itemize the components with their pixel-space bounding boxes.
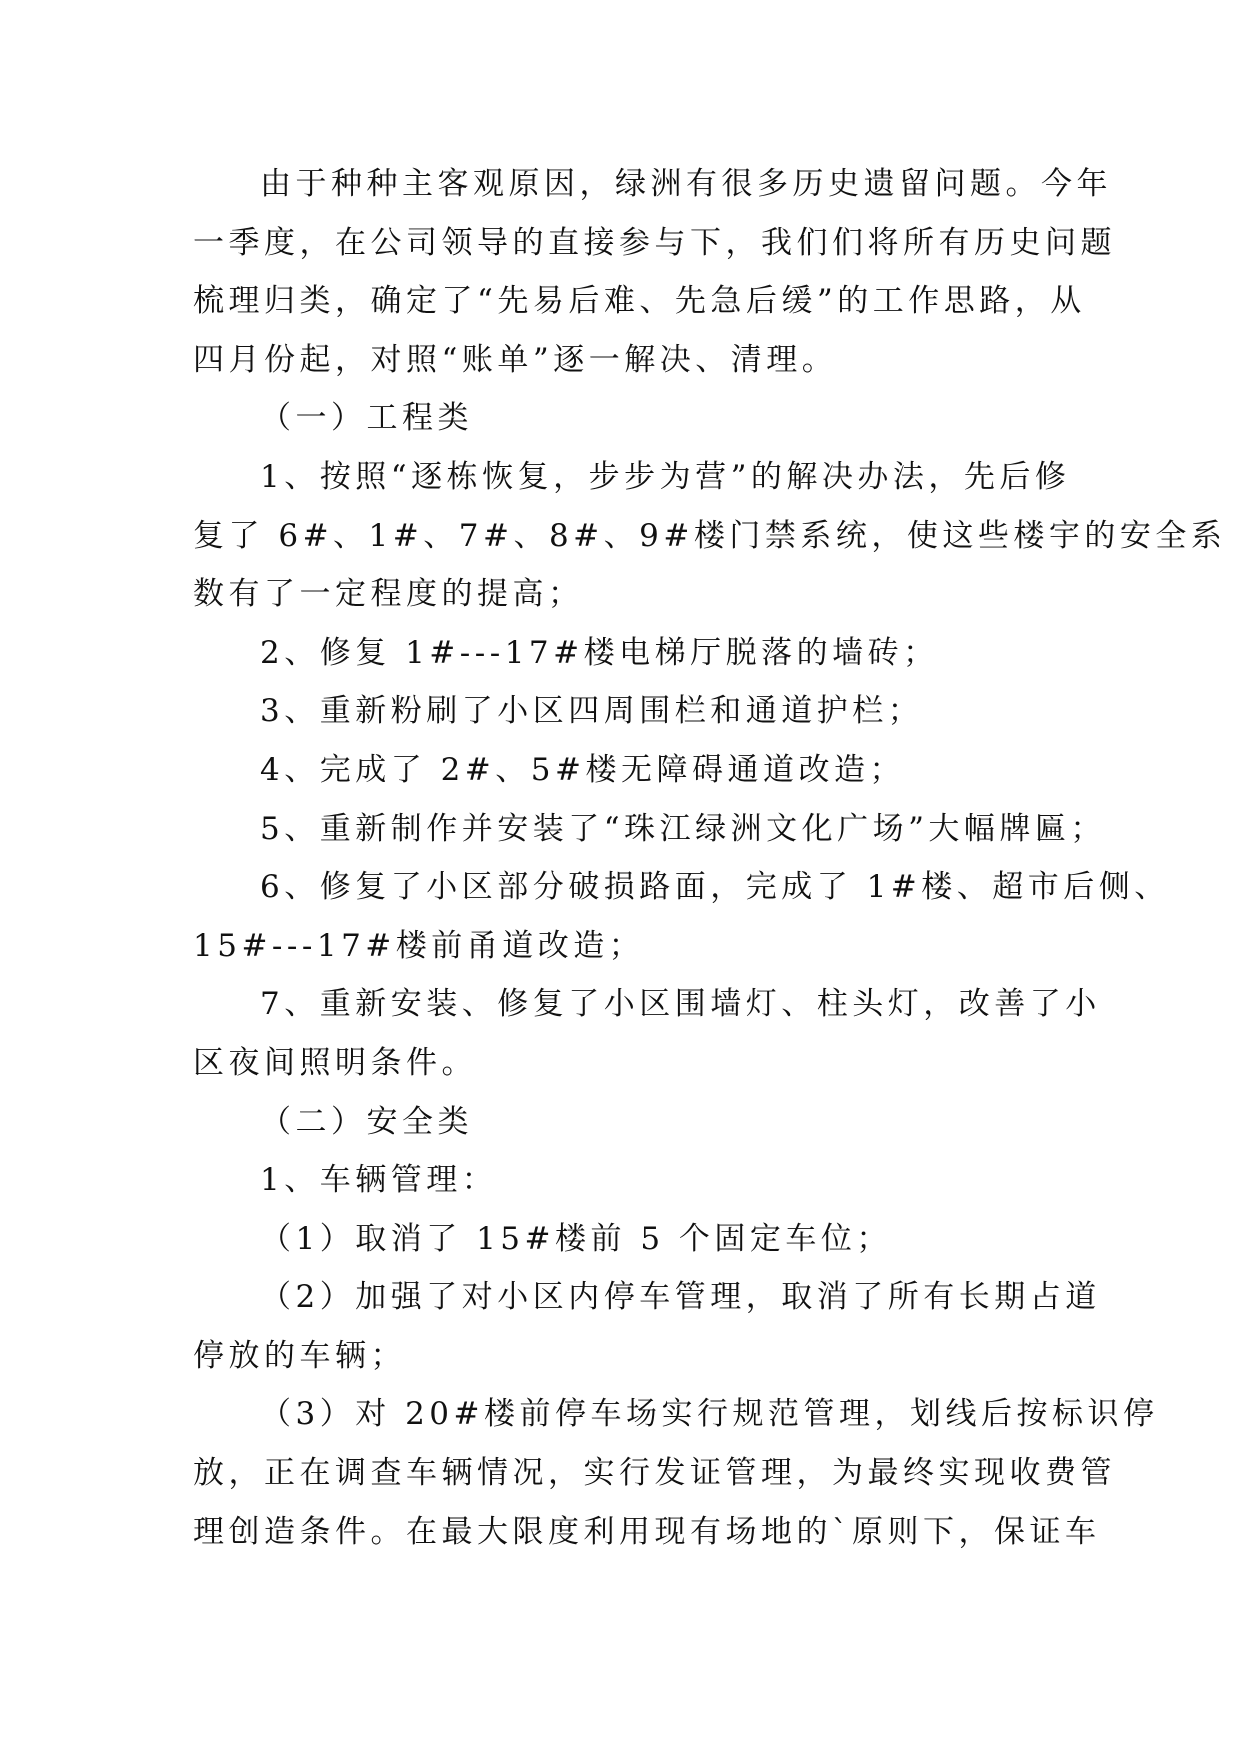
- text-line: 15#---17#楼前甬道改造；: [193, 927, 645, 964]
- text-line: 4、完成了 2#、5#楼无障碍通道改造；: [260, 751, 905, 788]
- text-line: 区夜间照明条件。: [193, 1044, 477, 1081]
- text-line: 理创造条件。在最大限度利用现有场地的`原则下，保证车: [193, 1513, 1101, 1550]
- text-line: 1、按照“逐栋恢复，步步为营”的解决办法，先后修: [260, 458, 1071, 495]
- text-line: 梳理归类，确定了“先易后难、先急后缓”的工作思路，从: [193, 283, 1086, 320]
- text-line: 2、修复 1#---17#楼电梯厅脱落的墙砖；: [260, 634, 939, 671]
- text-line: 数有了一定程度的提高；: [193, 576, 584, 613]
- text-line: 放，正在调查车辆情况，实行发证管理，为最终实现收费管: [193, 1455, 1116, 1492]
- text-line: （3）对 20#楼前停车场实行规范管理，划线后按标识停: [260, 1396, 1159, 1433]
- text-line: （1）取消了 15#楼前 5 个固定车位；: [260, 1220, 892, 1257]
- text-line: 一季度，在公司领导的直接参与下，我们们将所有历史问题: [193, 224, 1116, 261]
- text-line: 3、重新粉刷了小区四周围栏和通道护栏；: [260, 693, 924, 730]
- text-line: 7、重新安装、修复了小区围墙灯、柱头灯，改善了小: [260, 986, 1101, 1023]
- section-heading-engineering: （一）工程类: [260, 400, 473, 437]
- text-line: 由于种种主客观原因，绿洲有很多历史遗留问题。今年: [260, 166, 1112, 202]
- text-line: 5、重新制作并安装了“珠江绿洲文化广场”大幅牌匾；: [260, 810, 1106, 847]
- document-body: [193, 155, 1227, 1561]
- text-line: 1、车辆管理：: [260, 1162, 498, 1199]
- text-line: （2）加强了对小区内停车管理，取消了所有长期占道: [260, 1279, 1101, 1316]
- text-line: 四月份起，对照“账单”逐一解决、清理。: [193, 341, 838, 378]
- text-line: 复了 6#、1#、7#、8#、9#楼门禁系统，使这些楼宇的安全系: [193, 517, 1227, 554]
- text-line: 6、修复了小区部分破损路面，完成了 1#楼、超市后侧、: [260, 869, 1170, 906]
- section-heading-safety: （二）安全类: [260, 1103, 473, 1140]
- text-line: 停放的车辆；: [193, 1337, 406, 1374]
